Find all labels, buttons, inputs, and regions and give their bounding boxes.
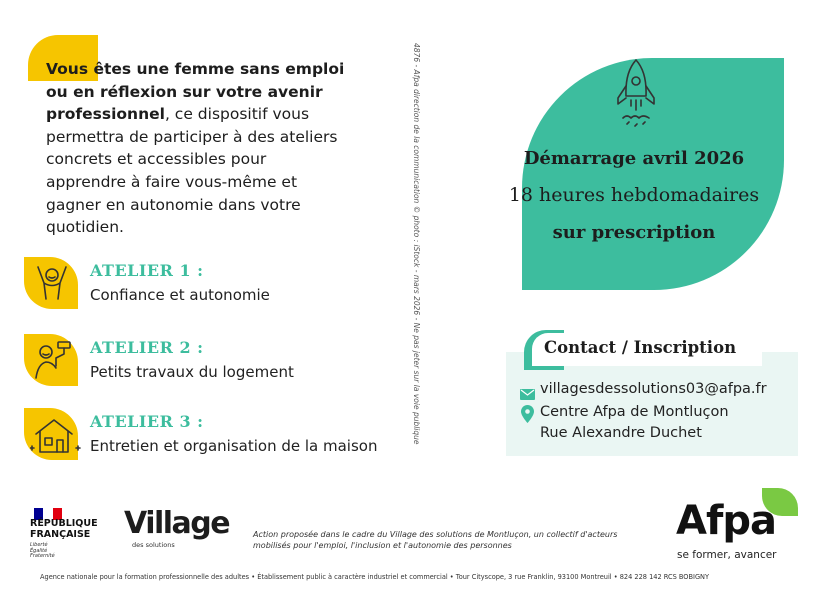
rf-motto: Liberté Égalité Fraternité [30,542,55,559]
atelier-1 [24,257,404,317]
atelier-3 [24,408,404,468]
atelier-2 [24,334,404,394]
atelier-title: ATELIER 1 : [90,261,204,280]
atelier-title: ATELIER 2 : [90,338,204,357]
house-icon [24,408,78,460]
action-statement: Action proposée dans le cadre du Village des solutions de Montluçon, un collectif d'acteurs mobilisés pour l'emploi, l'inclusion et l'autonomie des personnes [253,530,618,550]
contact-email[interactable]: villagesdessolutions03@afpa.fr [540,381,767,397]
contact-title: Contact / Inscription [544,338,737,357]
republique-flag-logo [34,505,62,517]
contact-center: Centre Afpa de Montluçon [540,404,729,420]
rf-line2: FRANÇAISE [30,528,91,540]
intro-text [46,58,346,239]
location-pin-icon [521,405,534,427]
village-subtitle: des solutions [132,541,175,549]
legal-footer: Agence nationale pour la formation professionnelle des adultes • Établissement public à caractère industriel et commercial • Tour Cityscope, 3 rue Franklin, 93100 Montreuil • 824 228 142 RCS BOBIGNY [40,573,710,581]
afpa-tagline: se former, avancer [677,549,777,561]
paint-roller-person-icon [24,334,78,386]
intro-rest: , ce dispositif vous permettra de participer à des ateliers concrets et accessibles pour apprendre à faire vous-même et gagner en autonomie dans votre quotidien. [46,105,338,237]
prescription-note: sur prescription [552,222,716,243]
mail-icon [520,385,535,404]
contact-address: Rue Alexandre Duchet [540,425,702,441]
afpa-logo: Afpa [676,498,776,544]
republique-francaise-text [30,519,98,540]
atelier-title: ATELIER 3 : [90,412,204,431]
rocket-icon [611,56,661,142]
atelier-desc: Confiance et autonomie [90,286,270,304]
vertical-credit: 4876 - Afpa direction de la communication © photo : iStock - mars 2026 - Ne pas jeter sur la voie publique [412,43,421,445]
intro-bold: Vous êtes une femme sans emploi ou en réflexion sur votre avenir professionnel [46,60,345,124]
start-date: Démarrage avril 2026 [523,148,745,169]
village-logo: Village [124,506,230,541]
weekly-hours: 18 heures hebdomadaires [508,184,760,206]
cheering-person-icon [24,257,78,309]
atelier-desc: Entretien et organisation de la maison [90,437,378,455]
rf-line1: RÉPUBLIQUE [30,518,98,529]
atelier-desc: Petits travaux du logement [90,363,294,381]
